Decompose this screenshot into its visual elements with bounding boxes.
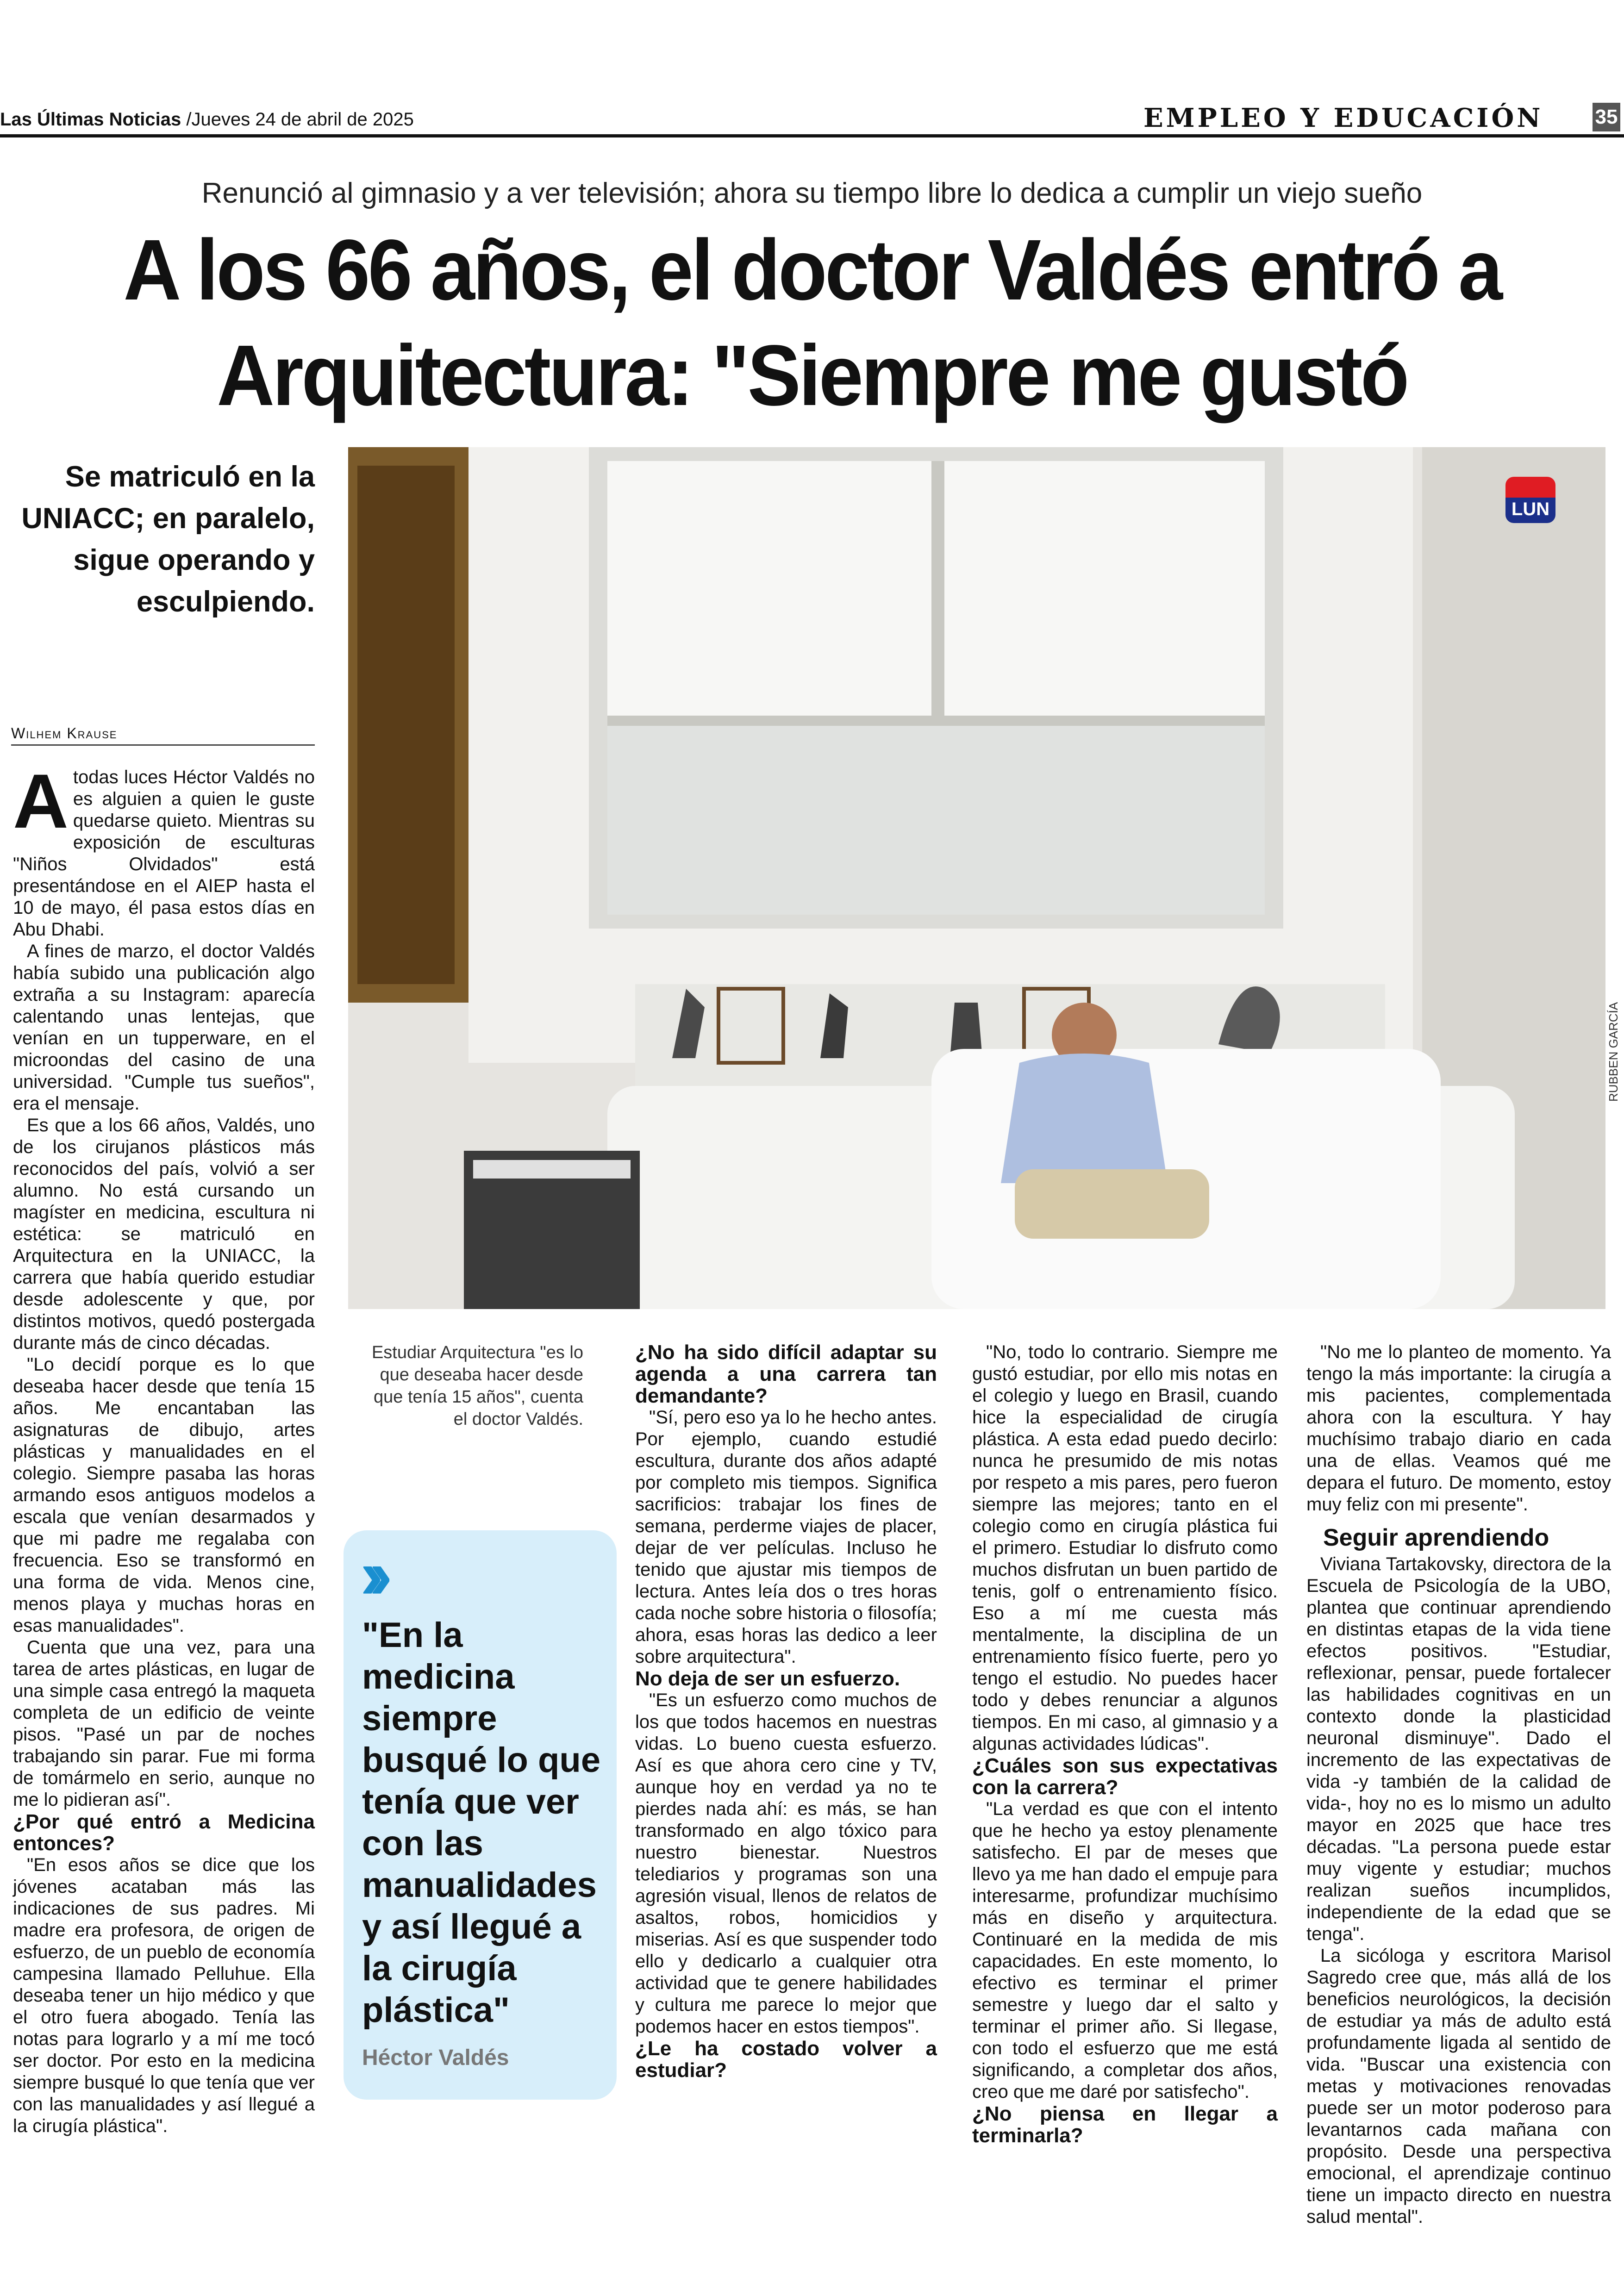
interview-question: ¿Cuáles son sus expectativas con la carrera? <box>972 1754 1278 1799</box>
article-paragraph: A fines de marzo, el doctor Valdés había subido una publicación algo extraña a su Instagram: aparecía calentando unas lentejas, que venían en un tupperware, en el microondas del casino de una universidad. "Cumple tus sueños", era el mensaje. <box>13 941 315 1114</box>
article-column-4 <box>1306 1341 1611 2228</box>
interview-question: No deja de ser un esfuerzo. <box>635 1667 900 1690</box>
lun-logo: LUN <box>1505 477 1555 523</box>
interview-question: ¿Le ha costado volver a estudiar? <box>635 2037 937 2082</box>
section-title: EMPLEO Y EDUCACIÓN <box>1143 103 1543 133</box>
article-paragraph: "No, todo lo contrario. Siempre me gustó estudiar, por ello mis notas en el colegio y luego en Brasil, cuando hice la especialidad de cirugía plástica. A esta edad puedo decirlo: nunca he presumido de mis notas por respeto a mis pares, pero fueron siempre las mejores; tanto en el colegio como en cirugía plástica fui el primero. Estudiar lo disfruto como muchos disfrutan un buen partido de tenis, golf o entrenamiento físico. Eso a mí me cuesta más mentalmente, la disciplina de un entrenamiento físico fuerte, pero yo tengo el estudio. No puedes hacer todo y debes renunciar a algunos tiempos. En mi caso, al gimnasio y a algunas actividades lúdicas". <box>972 1342 1278 1754</box>
photo-caption: Estudiar Arquitectura "es lo que deseaba hacer desde que tenía 15 años", cuenta el doctor Valdés. <box>371 1343 583 1429</box>
article-paragraph: Viviana Tartakovsky, directora de la Escuela de Psicología de la UBO, plantea que continuar aprendiendo en distintas etapas de la vida tiene efectos positivos. "Estudiar, reflexionar, pensar, puede fortalecer las habilidades cognitivas en un contexto donde la plasticidad neuronal disminuye". Dado el incremento de las expectativas de vida -y también de la calidad de vida-, hoy no es lo mismo un adulto mayor en 2025 que hace tres décadas. "La persona puede estar muy vigente y estudiar; muchos realizan sueños incumplidos, independiente de la edad que se tenga". <box>1306 1554 1611 1944</box>
page-number: 35 <box>1593 103 1620 131</box>
article-paragraph: Cuenta que una vez, para una tarea de artes plásticas, en lugar de una simple casa entregó la maqueta completa de un edificio de veinte pisos. "Pasé un par de noches trabajando sin parar. Fue mi forma de tomármelo en serio, aunque no me lo pidieran así". <box>13 1637 315 1810</box>
photo-credit: RUBBEN GARCÍA <box>1606 1002 1620 1102</box>
pull-quote-text: "En la medicina siempre busqué lo que tenía que ver con las manualidades y así llegué a la cirugía plástica" <box>362 1615 601 2030</box>
subhead: Seguir aprendiendo <box>1323 1524 1549 1551</box>
photo-illustration <box>348 447 1605 1309</box>
headline-line-1: A los 66 años, el doctor Valdés entró a <box>123 222 1501 318</box>
interview-question: ¿Por qué entró a Medicina entonces? <box>13 1810 315 1855</box>
article-paragraph: La sicóloga y escritora Marisol Sagredo cree que, más allá de los beneficios neurológicos, la decisión de estudiar ya más de adulto está profundamente ligada al sentido de vida. "Buscar una existencia con metas y motivaciones renovadas puede ser un motor poderoso para levantarnos cada mañana con propósito. Desde una perspectiva emocional, el aprendizaje continuo tiene un impacto directo en nuestra salud mental". <box>1306 1946 1611 2227</box>
brand-name: Las Últimas Noticias <box>0 109 181 130</box>
article-paragraph: "Es un esfuerzo como muchos de los que todos hacemos en nuestras vidas. Lo bueno cuesta esfuerzo. Así es que ahora cero cine y TV, aunque hoy en verdad ya no te pierdes nada ahí: es más, se han transformado en algo tóxico para nuestro bienestar. Nuestros telediarios y programas son una agresión visual, llenos de relatos de asaltos, robos, homicidios y miserias. Así es que suspender todo ello y dedicarlo a cualquier otra actividad que te genere habilidades y cultura me parece lo mejor que podemos hacer en estos tiempos". <box>635 1690 937 2037</box>
issue-date: /Jueves 24 de abril de 2025 <box>181 109 414 130</box>
article-paragraph: "Lo decidí porque es lo que deseaba hacer desde que tenía 15 años. Me encantaban las asignaturas de dibujo, artes plásticas y manualidades en el colegio. Siempre pasaba las horas armando esos antiguos modelos a escala que venían desarmados y que mi padre me regalaba con frecuencia. Eso se transformó en una forma de vida. Menos cine, menos playa y muchas horas en esas manualidades". <box>13 1354 315 1636</box>
header-rule <box>0 134 1624 137</box>
byline: Wilhem Krause <box>11 725 118 742</box>
quote-chevron-icon: ›› <box>360 1535 379 1613</box>
article-paragraph: "Sí, pero eso ya lo he hecho antes. Por ejemplo, cuando estudié escultura, durante dos años adapté por completo mis tiempos. Significa sacrificios: trabajar los fines de semana, perderme viajes de placer, dejar de ver películas. Incluso he tenido que ajustar mis tiempos de lectura. Antes leía dos o tres horas cada noche sobre historia o filosofía; ahora, esas horas las dedico a leer sobre arquitectura". <box>635 1407 937 1667</box>
article-photo <box>348 447 1605 1309</box>
article-paragraph: "En esos años se dice que los jóvenes acataban más las indicaciones de sus padres. Mi madre era profesora, de origen de esfuerzo, de un pueblo de economía campesina llamado Pelluhue. Ella deseaba tener un hijo médico y que el otro fuera abogado. Tenía las notas para lograrlo y a mí me tocó ser doctor. Por esto en la medicina siempre busqué lo que tenía que ver con las manualidades y así llegué a la cirugía plástica". <box>13 1855 315 2136</box>
article-paragraph: "La verdad es que con el intento que he hecho ya estoy plenamente satisfecho. El par de meses que llevo ya me han dado el empuje para interesarme, profundizar muchísimo más en diseño y arquitectura. Continuaré en la medida de mis capacidades. En este momento, lo efectivo es terminar el primer semestre y luego dar el salto y terminar el primer año. Si llegase, con todo el esfuerzo que me está significando, a completar dos años, creo que me daré por satisfecho". <box>972 1799 1278 2102</box>
drop-cap: A <box>13 759 69 844</box>
lede: Se matriculó en la UNIACC; en paralelo, sigue operando y esculpiendo. <box>21 461 315 618</box>
interview-question: ¿No piensa en llegar a terminarla? <box>972 2102 1278 2147</box>
article-paragraph: Atodas luces Héctor Valdés no es alguien a quien le guste quedarse quieto. Mientras su exposición de esculturas "Niños Olvidados" está presentándose en el AIEP hasta el 10 de mayo, él pasa estos días en Abu Dhabi. <box>13 759 315 940</box>
pull-quote <box>344 1530 617 2100</box>
article-paragraph: Es que a los 66 años, Valdés, uno de los cirujanos plásticos más reconocidos del país, volvió a ser alumno. No está cursando un magíster en medicina, escultura ni estética: se matriculó en Arquitectura en la UNIACC, la carrera que había querido estudiar desde adolescente y que, por distintos motivos, quedó postergada durante más de cinco décadas. <box>13 1115 315 1353</box>
article-column-1 <box>13 759 315 2137</box>
pull-quote-attribution: Héctor Valdés <box>362 2046 509 2070</box>
masthead <box>0 109 414 130</box>
article-column-3 <box>972 1341 1278 2146</box>
article-paragraph: "No me lo planteo de momento. Ya tengo la más importante: la cirugía a mis pacientes, complementada ahora con la escultura. Y hay muchísimo trabajo diario en cada una de ellas. Veamos qué me depara el futuro. De momento, estoy muy feliz con mi presente". <box>1306 1342 1611 1515</box>
byline-rule <box>11 744 315 746</box>
interview-question: ¿No ha sido difícil adaptar su agenda a una carrera tan demandante? <box>635 1341 937 1407</box>
kicker: Renunció al gimnasio y a ver televisión; ahora su tiempo libre lo dedica a cumplir un viejo sueño <box>201 177 1423 209</box>
article-column-2 <box>635 1341 937 2081</box>
headline-line-2: Arquitectura: "Siempre me gustó <box>217 328 1407 424</box>
